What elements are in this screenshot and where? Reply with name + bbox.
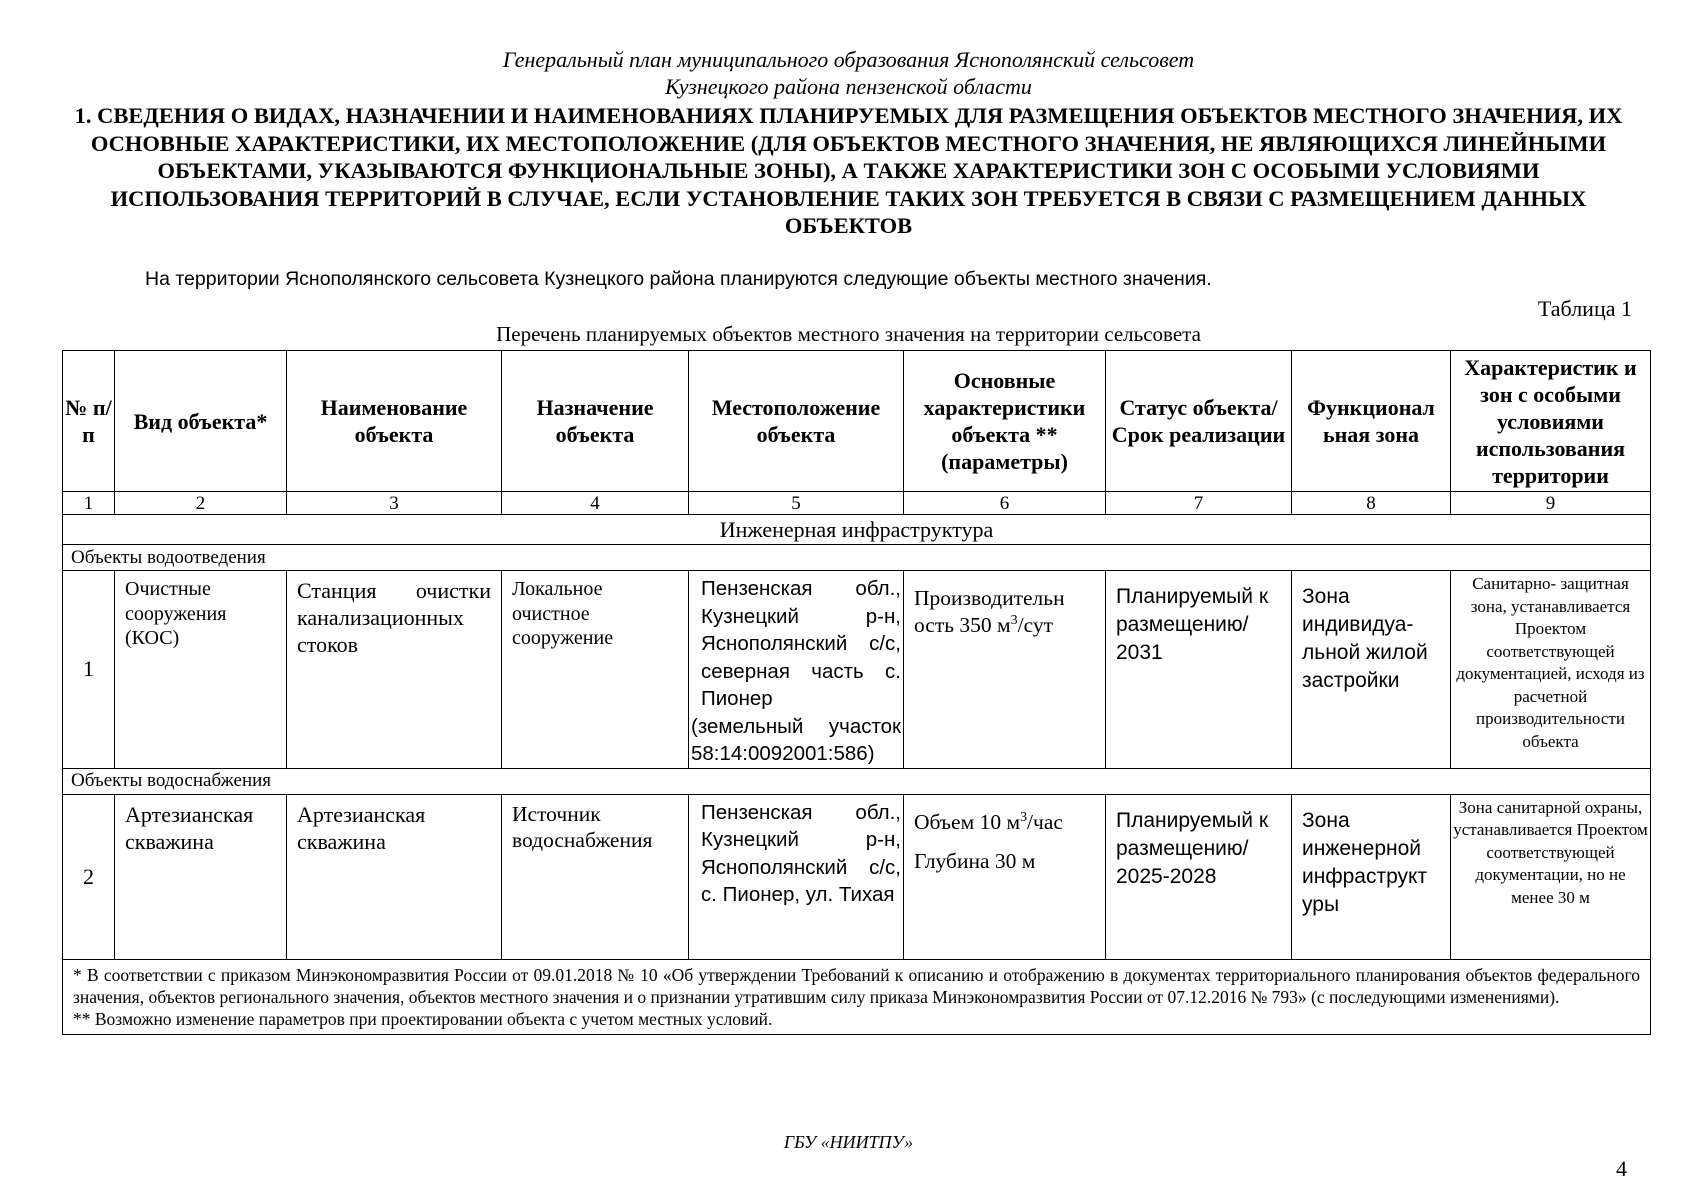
row-number: 1: [63, 571, 115, 769]
document-header-line2: Кузнецкого района пензенской области: [665, 74, 1032, 99]
document-header-line1: Генеральный план муниципального образования Яснополянский сельсовет: [502, 47, 1195, 72]
object-zone: Зона индивидуа-льной жилой застройки: [1292, 571, 1451, 769]
group-row: [63, 545, 1651, 571]
object-type: Очистные сооружения (КОС): [115, 571, 287, 769]
section-heading: Инженерная инфраструктура: [63, 515, 1651, 545]
header-cell-status: Статус объекта/ Срок реализации: [1106, 351, 1292, 492]
table-row: [63, 571, 1651, 769]
group-row: [63, 768, 1651, 794]
object-status: Планируемый к размещению/ 2031: [1106, 571, 1292, 769]
table-header-row: [63, 351, 1651, 492]
params-sup: 3: [1010, 612, 1018, 628]
column-number: 6: [904, 492, 1106, 515]
row-number: 2: [63, 794, 115, 959]
table-caption: Перечень планируемых объектов местного значения на территории сельсовета: [496, 322, 1201, 346]
column-number: 9: [1451, 492, 1651, 515]
section-title: 1. СВЕДЕНИЯ О ВИДАХ, НАЗНАЧЕНИИ И НАИМЕНОВАНИЯХ ПЛАНИРУЕМЫХ ДЛЯ РАЗМЕЩЕНИЯ ОБЪЕКТОВ МЕСТНОГО ЗНАЧЕНИЯ, ИХ ОСНОВНЫЕ ХАРАКТЕРИСТИКИ, ИХ МЕСТОПОЛОЖЕНИЕ (ДЛЯ ОБЪЕКТОВ МЕСТНОГО ЗНАЧЕНИЯ, НЕ ЯВЛЯЮЩИХСЯ ЛИНЕЙНЫМИ ОБЪЕКТАМИ, УКАЗЫВАЮТСЯ ФУНКЦИОНАЛЬНЫЕ ЗОНЫ), А ТАКЖЕ ХАРАКТЕРИСТИКИ ЗОН С ОСОБЫМИ УСЛОВИЯМИ ИСПОЛЬЗОВАНИЯ ТЕРРИТОРИЙ В СЛУЧАЕ, ЕСЛИ УСТАНОВЛЕНИЕ ТАКИХ ЗОН ТРЕБУЕТСЯ В СВЯЗИ С РАЗМЕЩЕНИЕМ ДАННЫХ ОБЪЕКТОВ: [74, 103, 1623, 238]
header-cell-purpose: Назначение объекта: [502, 351, 689, 492]
section-row: [63, 515, 1651, 545]
column-number: 5: [689, 492, 904, 515]
object-params: [904, 571, 1106, 769]
params-depth: Глубина 30 м: [914, 848, 1036, 873]
header-cell-zone: Функционал ьная зона: [1292, 351, 1451, 492]
column-number-row: [63, 492, 1651, 515]
object-type: Артезианская скважина: [115, 794, 287, 959]
intro-paragraph: На территории Яснополянского сельсовета Кузнецкого района планируются следующие объекты местного значения.: [145, 268, 1212, 290]
object-name: Артезианская скважина: [287, 794, 502, 959]
params-text: Производительн ость 350 м: [914, 586, 1065, 637]
header-cell-name: Наименование объекта: [287, 351, 502, 492]
table-label: Таблица 1: [1537, 296, 1632, 321]
footnote-2: ** Возможно изменение параметров при проектировании объекта с учетом местных условий.: [73, 1008, 773, 1029]
group-heading-water-supply: Объекты водоснабжения: [63, 768, 1651, 794]
group-heading-wastewater: Объекты водоотведения: [63, 545, 1651, 571]
header-cell-num: № п/п: [63, 351, 115, 492]
location-land-plot: (земельный участок 58:14:0092001:586): [691, 714, 901, 765]
object-purpose: Источник водоснабжения: [502, 794, 689, 959]
params-text: Объем 10 м: [914, 809, 1021, 834]
params-unit: /час: [1027, 809, 1063, 834]
column-number: 7: [1106, 492, 1292, 515]
object-purpose: Локальное очистное сооружение: [502, 571, 689, 769]
header-cell-params: Основные характеристики объекта ** (параметры): [904, 351, 1106, 492]
column-number: 3: [287, 492, 502, 515]
object-special-zone: Санитарно- защитная зона, устанавливается Проектом соответствующей документацией, исходя из расчетной производительности объекта: [1451, 571, 1651, 769]
header-cell-location: Местоположение объекта: [689, 351, 904, 492]
table-row: [63, 794, 1651, 959]
footnote-1: * В соответствии с приказом Минэкономразвития России от 09.01.2018 № 10 «Об утверждении Требований к описанию и отображению в документах территориального планирования объектов федерального значения, объектов регионального значения, объектов местного значения и о признании утратившим силу приказа Минэкономразвития России от 07.12.2016 № 793» (с последующими изменениями).: [73, 964, 1640, 1007]
column-number: 8: [1292, 492, 1451, 515]
header-cell-type: Вид объекта*: [115, 351, 287, 492]
column-number: 1: [63, 492, 115, 515]
object-location: [689, 794, 904, 959]
object-location: [689, 571, 904, 769]
footnote-row: [63, 959, 1651, 1034]
location-text: Пензенская обл., Кузнецкий р-н, Яснополянский с/с, северная часть с. Пионер: [701, 577, 901, 710]
column-number: 2: [115, 492, 287, 515]
params-line: [914, 585, 1099, 639]
object-status: Планируемый к размещению/ 2025-2028: [1106, 794, 1292, 959]
params-unit: /сут: [1017, 613, 1054, 637]
column-number: 4: [502, 492, 689, 515]
header-cell-special-zone: Характеристик и зон с особыми условиями использования территории: [1451, 351, 1651, 492]
page-footer: ГБУ «НИИТПУ»: [783, 1132, 914, 1152]
object-name: Станция очистки канализационных стоков: [287, 571, 502, 769]
params-sup: 3: [1020, 809, 1028, 825]
params-line: [914, 809, 1099, 836]
object-zone: Зона инженерной инфраструкт уры: [1292, 794, 1451, 959]
footnotes: [63, 959, 1651, 1034]
object-params: [904, 794, 1106, 959]
objects-table: [62, 350, 1651, 1035]
object-special-zone: Зона санитарной охраны, устанавливается Проектом соответствующей документации, но не менее 30 м: [1451, 794, 1651, 959]
page-number: 4: [1616, 1156, 1627, 1181]
location-text: Пензенская обл., Кузнецкий р-н, Яснополянский с/с, с. Пионер, ул. Тихая: [701, 800, 901, 906]
